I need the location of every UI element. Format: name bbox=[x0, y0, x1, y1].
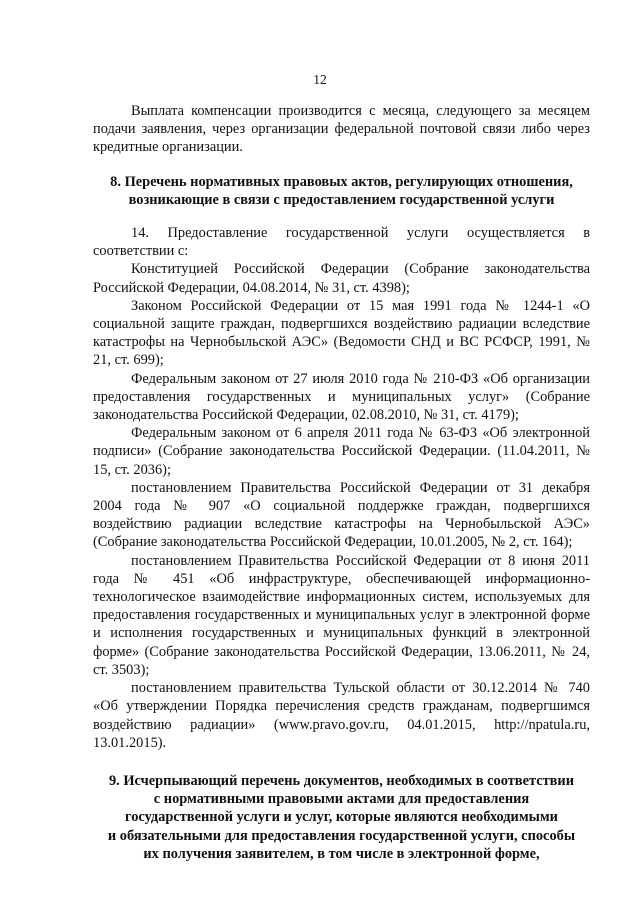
paragraph-tula-740: постановлением правительства Тульской области от 30.12.2014 № 740 «Об утверждении Порядка перечисления средств гражданам, подвергшимся воздействию радиации» (www.pravo.gov.ru, 04.01.2015, http://npatula.ru, 13.01.2015). bbox=[93, 680, 590, 751]
page-number: 12 bbox=[313, 72, 327, 87]
paragraph-resolution-451: постановлением Правительства Российской Федерации от 8 июня 2011 года № 451 «Об инфраструктуре, обеспечивающей информационно-технологическое взаимодействие информационных систем, используемых для предоставления государственных и муниципальных услуг в электронной форме и исполнения государственных и муниципальных функций в электронной форме» (Собрание законодательства Российской Федерации, 13.06.2011, № 24, ст. 3503); bbox=[93, 552, 590, 678]
section-9-heading-line: с нормативными правовыми актами для предоставления bbox=[153, 791, 530, 808]
paragraph-law-210-fz: Федеральным законом от 27 июля 2010 года № 210-ФЗ «Об организации предоставления государственных и муниципальных услуг» (Собрание законодательства Российской Федерации, 02.08.2010, № 31, ст. 4179); bbox=[93, 370, 590, 424]
paragraph-law-1244-1: Законом Российской Федерации от 15 мая 1991 года № 1244-1 «О социальной защите граждан, подвергшихся воздействию радиации вследствие катастрофы на Чернобыльской АЭС» (Ведомости СНД и ВС РСФСР, 1991, № 21, ст. 699); bbox=[93, 297, 590, 369]
section-9-heading-line: 9. Исчерпывающий перечень документов, необходимых в соответствии bbox=[108, 772, 575, 789]
paragraph-compensation: Выплата компенсации производится с месяца, следующего за месяцем подачи заявления, через организации федеральной почтовой связи либо через кредитные организации. bbox=[93, 103, 590, 156]
paragraph-resolution-907: постановлением Правительства Российской Федерации от 31 декабря 2004 года № 907 «О социальной поддержке граждан, подвергшихся воздействию радиации вследствие катастрофы на Чернобыльской АЭС» (Собрание законодательства Российской Федерации, 10.01.2005, № 2, ст. 164); bbox=[93, 479, 590, 551]
section-9-heading bbox=[93, 772, 590, 863]
paragraph-law-63-fz: Федеральным законом от 6 апреля 2011 года № 63-ФЗ «Об электронной подписи» (Собрание законодательства Российской Федерации. (11.04.2011, № 15, ст. 2036); bbox=[93, 425, 590, 478]
section-8-heading bbox=[93, 173, 590, 209]
section-9-heading-line: государственной услуги и услуг, которые являются необходимыми bbox=[125, 809, 558, 826]
section-8-heading-line: возникающие в связи с предоставлением государственной услуги bbox=[128, 191, 555, 208]
paragraph-constitution: Конституцией Российской Федерации (Собрание законодательства Российской Федерации, 04.08.2014, № 31, ст. 4398); bbox=[93, 261, 590, 296]
paragraph-item-14: 14. Предоставление государственной услуги осуществляется в соответствии с: bbox=[93, 225, 590, 260]
document-body bbox=[93, 102, 590, 863]
section-9-heading-line: и обязательными для предоставления государственной услуги, способы bbox=[107, 827, 576, 844]
section-8-heading-line: 8. Перечень нормативных правовых актов, регулирующих отношения, bbox=[110, 173, 573, 190]
section-9-heading-line: их получения заявителем, в том числе в электронной форме, bbox=[143, 845, 540, 862]
